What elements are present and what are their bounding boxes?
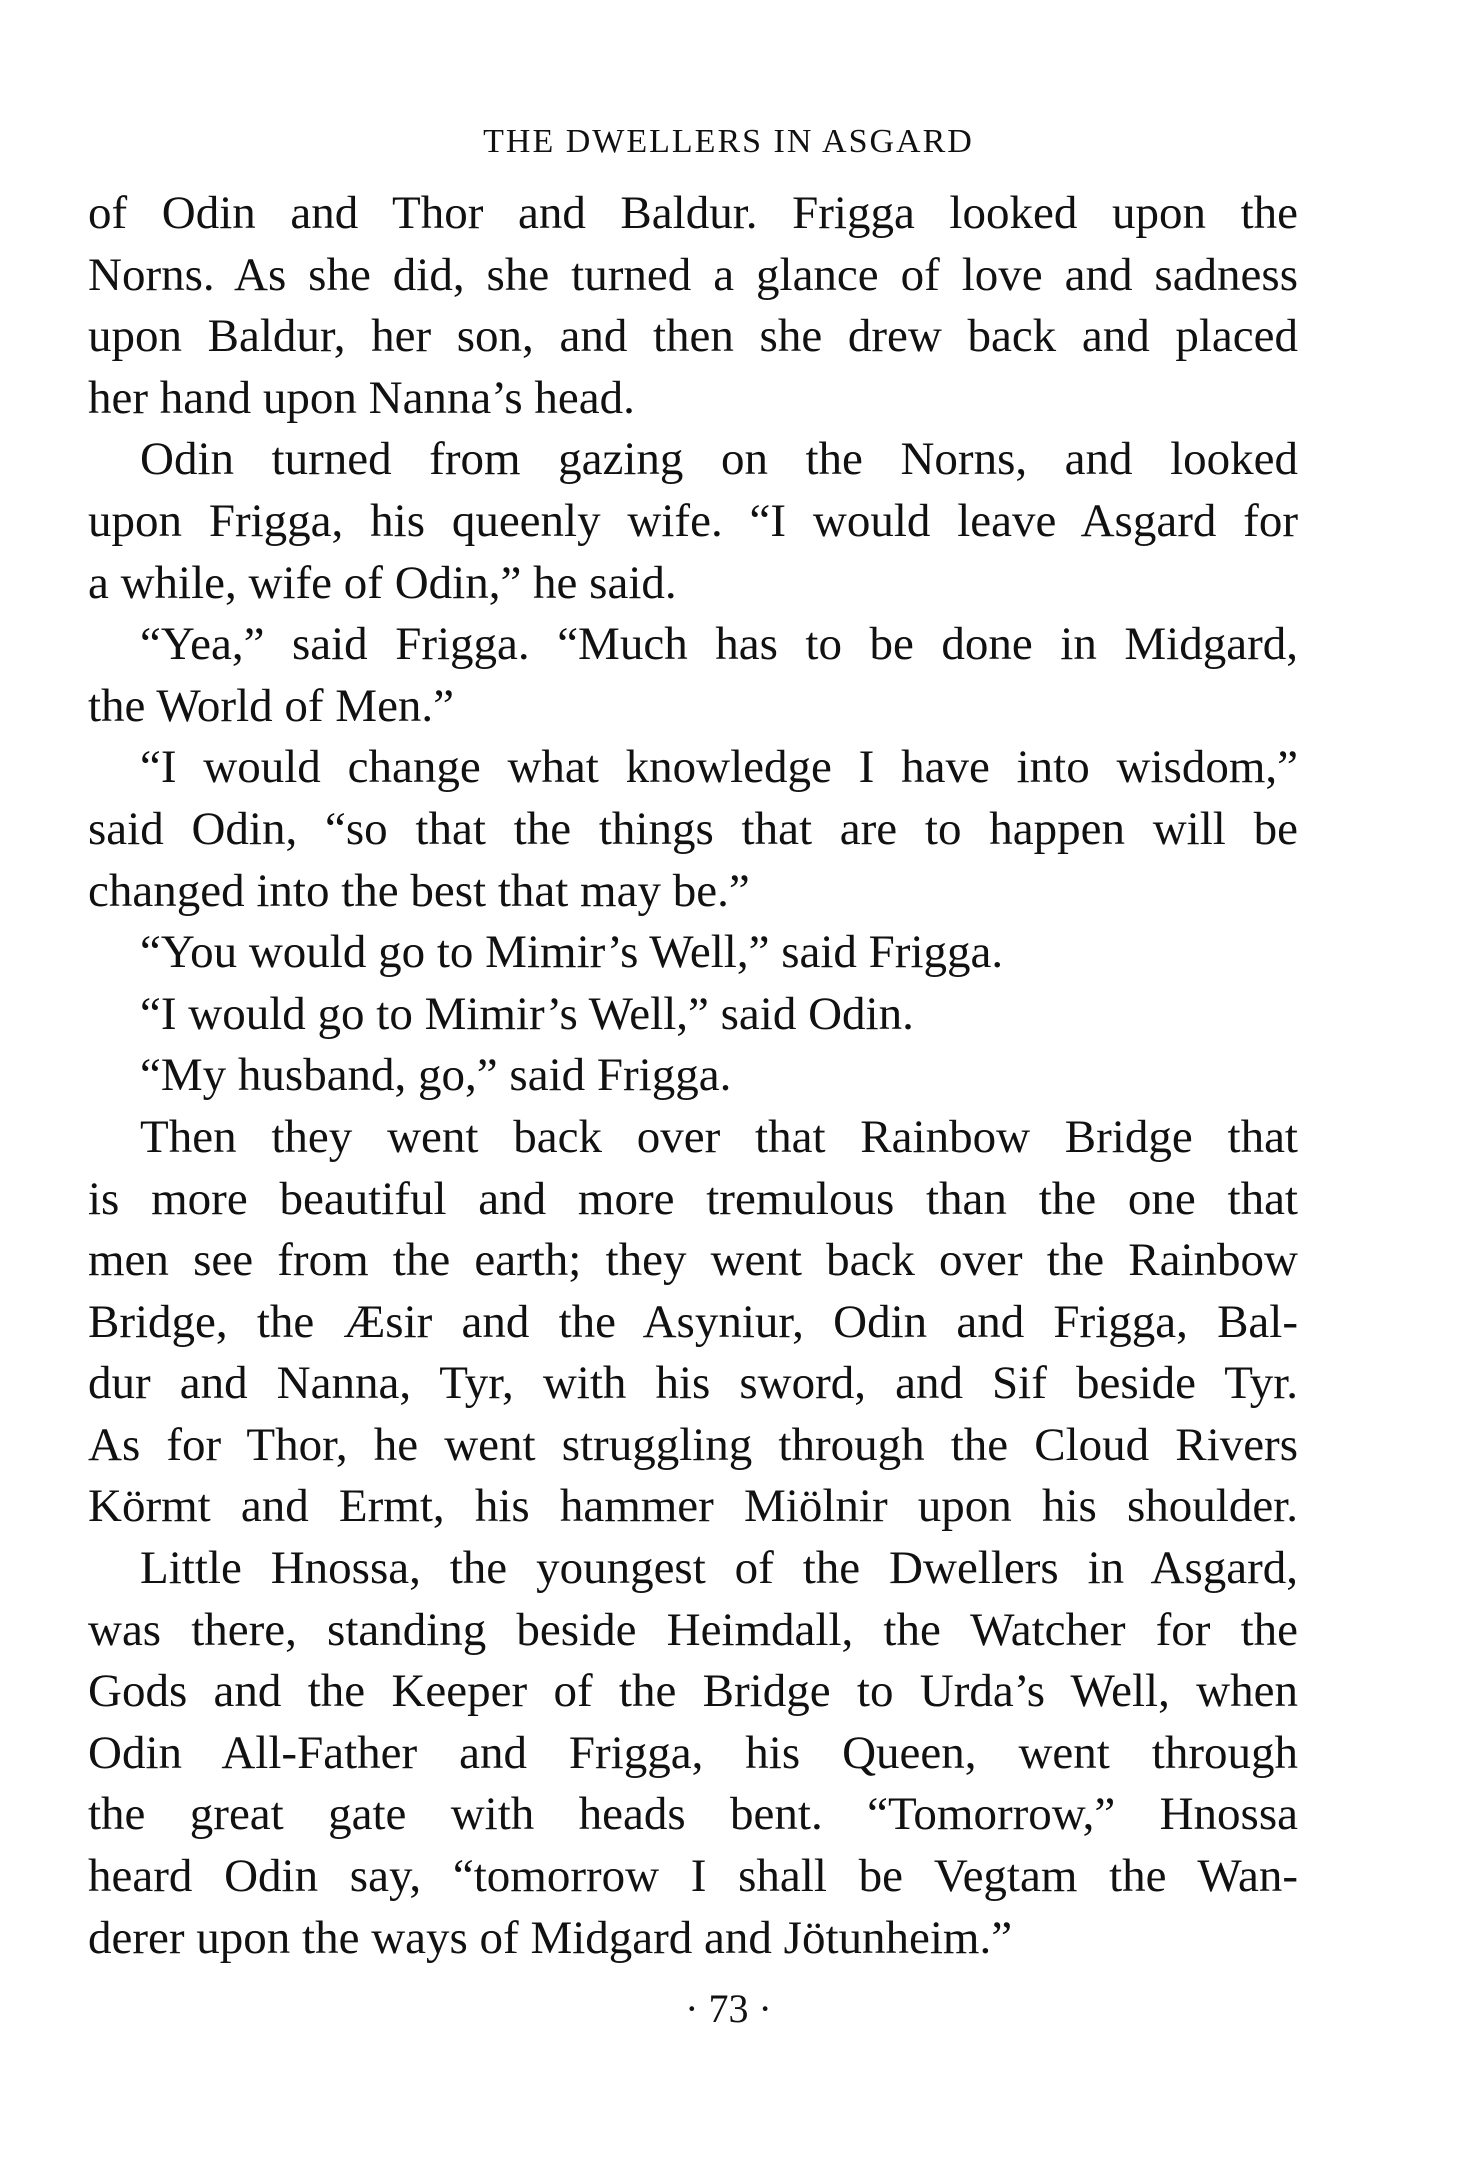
text-line: heard Odin say, “tomorrow I shall be Vegtam the Wan- xyxy=(88,1850,1298,1903)
text-line: Little Hnossa, the youngest of the Dwellers in Asgard, xyxy=(140,1542,1298,1595)
text-line: said Odin, “so that the things that are to happen will be xyxy=(88,802,1298,855)
text-line: derer upon the ways of Midgard and Jötunheim.” xyxy=(88,1911,1013,1964)
text-line: her hand upon Nanna’s head. xyxy=(88,371,635,424)
text-line: Odin turned from gazing on the Norns, and looked xyxy=(140,433,1298,486)
text-line: Körmt and Ermt, his hammer Miölnir upon his shoulder. xyxy=(88,1480,1298,1533)
text-line: As for Thor, he went struggling through the Cloud Rivers xyxy=(88,1418,1298,1471)
text-line: Then they went back over that Rainbow Bridge that xyxy=(140,1110,1298,1163)
text-line: Bridge, the Æsir and the Asyniur, Odin and Frigga, Bal- xyxy=(88,1295,1298,1348)
text-line: dur and Nanna, Tyr, with his sword, and Sif beside Tyr. xyxy=(88,1357,1298,1410)
text-line: “I would go to Mimir’s Well,” said Odin. xyxy=(140,987,914,1040)
text-line: “My husband, go,” said Frigga. xyxy=(140,1049,732,1102)
page-number: · 73 · xyxy=(685,1986,772,2031)
text-line: of Odin and Thor and Baldur. Frigga looked upon the xyxy=(88,187,1298,239)
text-line: upon Frigga, his queenly wife. “I would leave Asgard for xyxy=(88,494,1298,547)
text-line: changed into the best that may be.” xyxy=(88,864,750,917)
text-line: Norns. As she did, she turned a glance of love and sadness xyxy=(88,248,1298,301)
text-line: “I would change what knowledge I have into wisdom,” xyxy=(140,741,1298,794)
text-line: the great gate with heads bent. “Tomorrow,” Hnossa xyxy=(88,1788,1298,1841)
text-line: is more beautiful and more tremulous than the one that xyxy=(88,1172,1298,1225)
text-line: a while, wife of Odin,” he said. xyxy=(88,556,677,609)
body-text xyxy=(88,183,1298,1969)
text-line: men see from the earth; they went back over the Rainbow xyxy=(88,1234,1298,1287)
text-line: Odin All-Father and Frigga, his Queen, went through xyxy=(88,1726,1298,1779)
text-line: “Yea,” said Frigga. “Much has to be done in Midgard, xyxy=(140,618,1298,671)
text-line: upon Baldur, her son, and then she drew back and placed xyxy=(88,310,1298,363)
text-line: was there, standing beside Heimdall, the Watcher for the xyxy=(88,1603,1298,1656)
text-line: “You would go to Mimir’s Well,” said Frigga. xyxy=(140,926,1004,979)
text-line: Gods and the Keeper of the Bridge to Urda’s Well, when xyxy=(88,1665,1298,1718)
running-head: THE DWELLERS IN ASGARD xyxy=(483,123,974,160)
text-line: the World of Men.” xyxy=(88,679,455,732)
